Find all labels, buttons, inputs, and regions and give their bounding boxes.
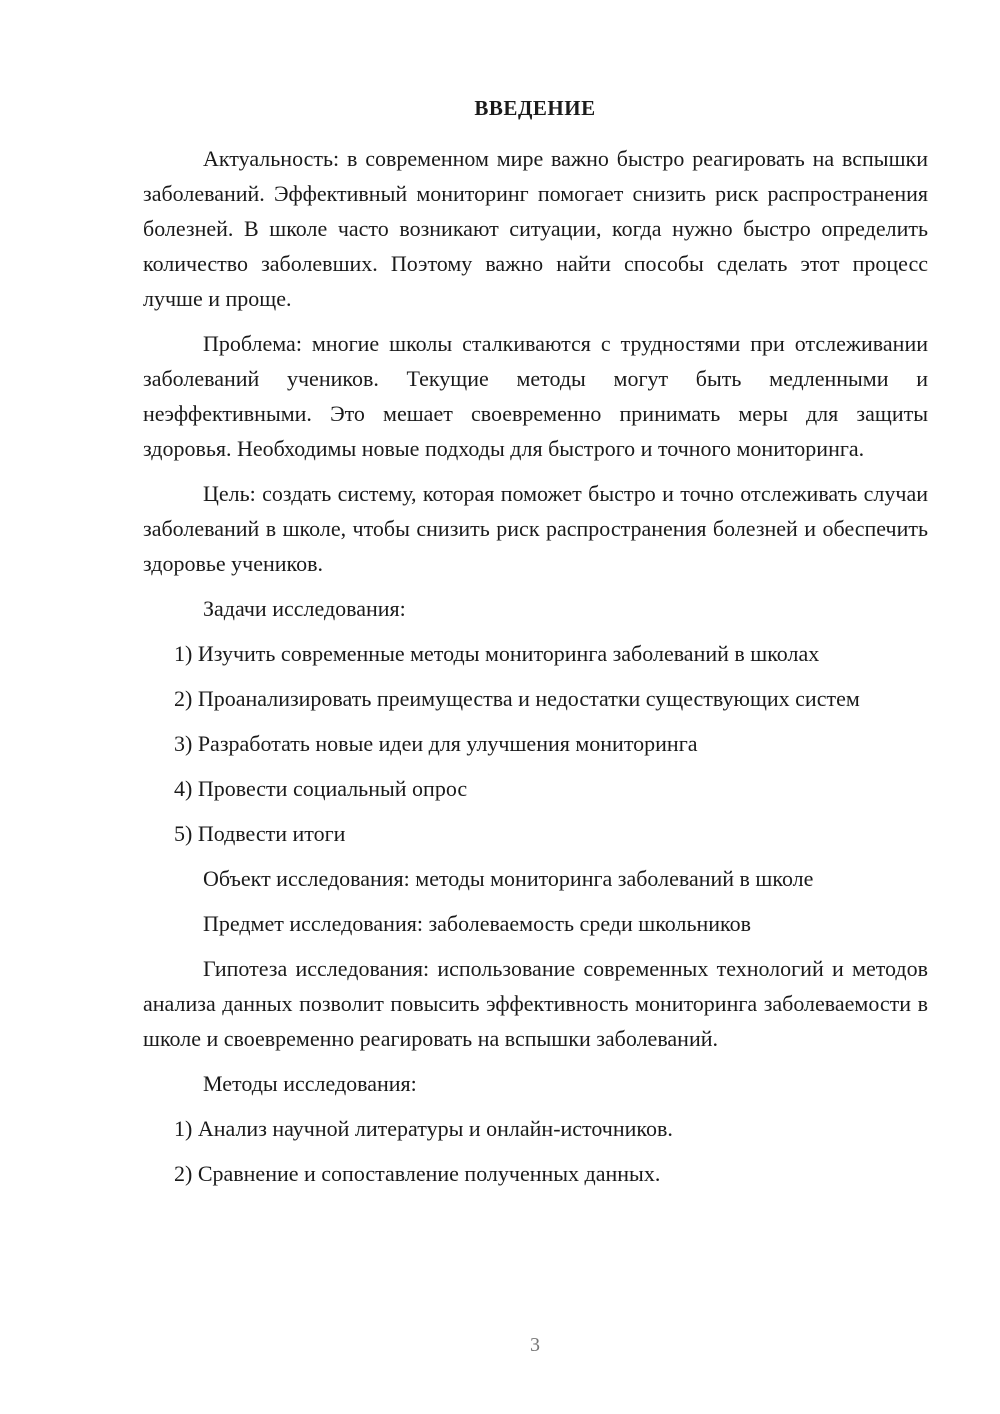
page-title: ВВЕДЕНИЕ — [474, 96, 596, 120]
method-item-1: 1) Анализ научной литературы и онлайн-источников. — [174, 1116, 673, 1141]
paragraph-problem: Проблема: многие школы сталкиваются с трудностями при отслеживании заболеваний учеников. Текущие методы могут быть медленными и неэффективными. Это мешает своевременно принимать меры для защиты здоровья. Необходимы новые подходы для быстрого и точного мониторинга. — [143, 331, 928, 461]
paragraph-object: Объект исследования: методы мониторинга заболеваний в школе — [203, 866, 814, 891]
task-item-5: 5) Подвести итоги — [174, 821, 346, 846]
paragraph-relevance: Актуальность: в современном мире важно быстро реагировать на вспышки заболеваний. Эффективный мониторинг помогает снизить риск распространения болезней. В школе часто возникают ситуации, когда нужно быстро определить количество заболевших. Поэтому важно найти способы сделать этот процесс лучше и проще. — [143, 146, 928, 311]
task-item-4: 4) Провести социальный опрос — [174, 776, 468, 801]
task-item-1: 1) Изучить современные методы мониторинга заболеваний в школах — [174, 641, 820, 666]
paragraph-hypothesis: Гипотеза исследования: использование современных технологий и методов анализа данных позволит повысить эффективность мониторинга заболеваемости в школе и своевременно реагировать на вспышки заболеваний. — [143, 956, 928, 1051]
task-item-2: 2) Проанализировать преимущества и недостатки существующих систем — [174, 686, 860, 711]
document-body — [143, 141, 928, 1201]
tasks-heading: Задачи исследования: — [203, 596, 406, 621]
method-item-2: 2) Сравнение и сопоставление полученных данных. — [174, 1161, 661, 1186]
page-number: 3 — [530, 1334, 540, 1356]
methods-heading: Методы исследования: — [203, 1071, 417, 1096]
task-item-3: 3) Разработать новые идеи для улучшения мониторинга — [174, 731, 698, 756]
paragraph-subject: Предмет исследования: заболеваемость среди школьников — [203, 911, 752, 936]
paragraph-goal: Цель: создать систему, которая поможет быстро и точно отслеживать случаи заболеваний в школе, чтобы снизить риск распространения болезней и обеспечить здоровье учеников. — [143, 481, 928, 576]
